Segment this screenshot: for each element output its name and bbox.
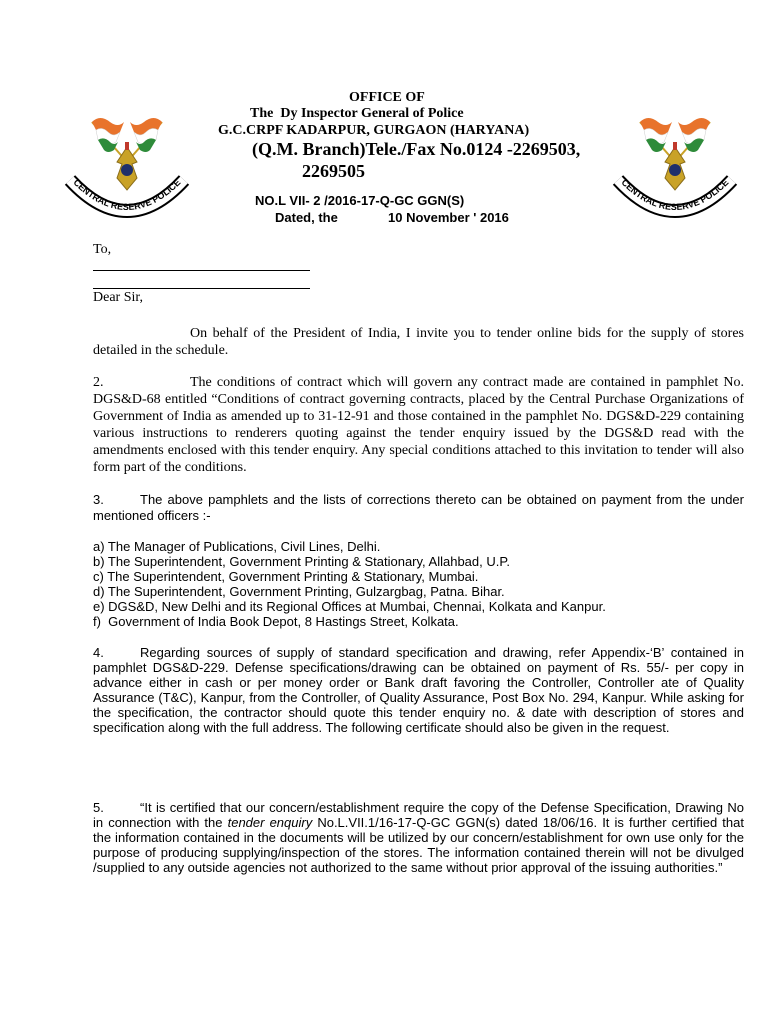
crpf-emblem-right-graphic — [600, 92, 750, 232]
paragraph-5-text-a: “It is certified that our concern/establishment require the copy of the Defense Specification, Drawing No in connection with the — [93, 800, 744, 830]
paragraph-5-number: 5. — [93, 800, 104, 815]
header-office-of: OFFICE OF — [349, 90, 425, 105]
paragraph-4-body — [93, 645, 744, 735]
list-item: e) DGS&D, New Delhi and its Regional Offices at Mumbai, Chennai, Kolkata and Kanpur. — [93, 599, 606, 614]
paragraph-2 — [93, 374, 744, 476]
list-item: a) The Manager of Publications, Civil Lines, Delhi. — [93, 539, 381, 554]
address-line-1 — [93, 270, 310, 271]
crpf-emblem-left — [52, 92, 202, 232]
paragraph-4-number: 4. — [93, 645, 104, 660]
emblem-right-text: CENTRAL RESERVE POLICE — [619, 177, 731, 213]
list-item: c) The Superintendent, Government Printing & Stationary, Mumbai. — [93, 569, 479, 584]
paragraph-2-body — [93, 374, 744, 476]
paragraph-5-emphasis: tender enquiry — [227, 815, 313, 830]
paragraph-5-body — [93, 800, 744, 875]
header-address: G.C.CRPF KADARPUR, GURGAON (HARYANA) — [218, 123, 530, 138]
header-branch-phone: (Q.M. Branch)Tele./Fax No.0124 -2269503, — [252, 139, 581, 159]
paragraph-1 — [93, 325, 744, 359]
paragraph-2-text: The conditions of contract which will govern any contract made are contained in pamphlet No. DGS&D-68 entitled “Conditions of contract governing contracts, placed by the Central Purchase Organizations of Government of India as amended up to 31-12-91 and those contained in the pamphlet No. DGS&D-229 containing various instructions to renderers quoting against the tender enquiry issued by the DGS&D read with the amendments enclosed with this tender enquiry. Any special conditions attached to this invitation to tender will also form part of the conditions. — [93, 375, 744, 475]
paragraph-3-number: 3. — [93, 492, 104, 507]
crpf-emblem-left-graphic — [52, 92, 202, 232]
paragraph-5-text-b: No.L.VII.1/16-17-Q-GC GGN(s) dated 18/06/16. It is further certified that the information contained in the documents will be utilized by our concern/establishment for own use only for the purpose of producing supplying/inspection of the stores. The information contained therein will not be divulged /supplied to any outside agencies not authorized to the same without prior approval of the issuing authorities.” — [93, 815, 744, 875]
list-item: b) The Superintendent, Government Printing & Stationary, Allahbad, U.P. — [93, 554, 510, 569]
dear-sir: Dear Sir, — [93, 290, 143, 305]
address-line-2 — [93, 288, 310, 289]
paragraph-3-body — [93, 492, 744, 524]
document-date: 10 November ' 2016 — [388, 210, 509, 225]
paragraph-3 — [93, 492, 744, 524]
crpf-emblem-right — [600, 92, 750, 232]
paragraph-4-text: Regarding sources of supply of standard specification and drawing, refer Appendix-‘B’ contained in pamphlet DGS&D-229. Defense specifications/drawing can be obtained on payment of Rs. 55/- per copy in advance either in cash or per money order or Bank draft favoring the Controller, Controller ate of Quality Assurance (T&C), Kanpur, from the Controller, of Quality Assurance, Post Box No. 294, Kanpur. While asking for the specification, the contractor should quote this tender enquiry no. & date with description of stores and specification along with the full address. The following certificate should also be given in the request. — [93, 645, 744, 735]
emblem-left-text: CENTRAL RESERVE POLICE — [71, 177, 183, 213]
list-item: f) Government of India Book Depot, 8 Hastings Street, Kolkata. — [93, 614, 459, 629]
paragraph-4 — [93, 645, 744, 735]
to-label: To, — [93, 242, 112, 257]
paragraph-2-number: 2. — [93, 375, 104, 390]
paragraph-3-text: The above pamphlets and the lists of corrections thereto can be obtained on payment from the under mentioned officers :- — [93, 492, 744, 523]
reference-number: NO.L VII- 2 /2016-17-Q-GC GGN(S) — [255, 193, 465, 208]
header-dig-title: The Dy Inspector General of Police — [250, 106, 464, 121]
list-item: d) The Superintendent, Government Printing, Gulzargbag, Patna. Bihar. — [93, 584, 505, 599]
header-phone-2: 2269505 — [302, 161, 365, 181]
paragraph-5 — [93, 800, 744, 875]
paragraph-1-text: On behalf of the President of India, I invite you to tender online bids for the supply of stores detailed in the schedule. — [93, 326, 744, 358]
dated-label: Dated, the — [275, 210, 338, 225]
